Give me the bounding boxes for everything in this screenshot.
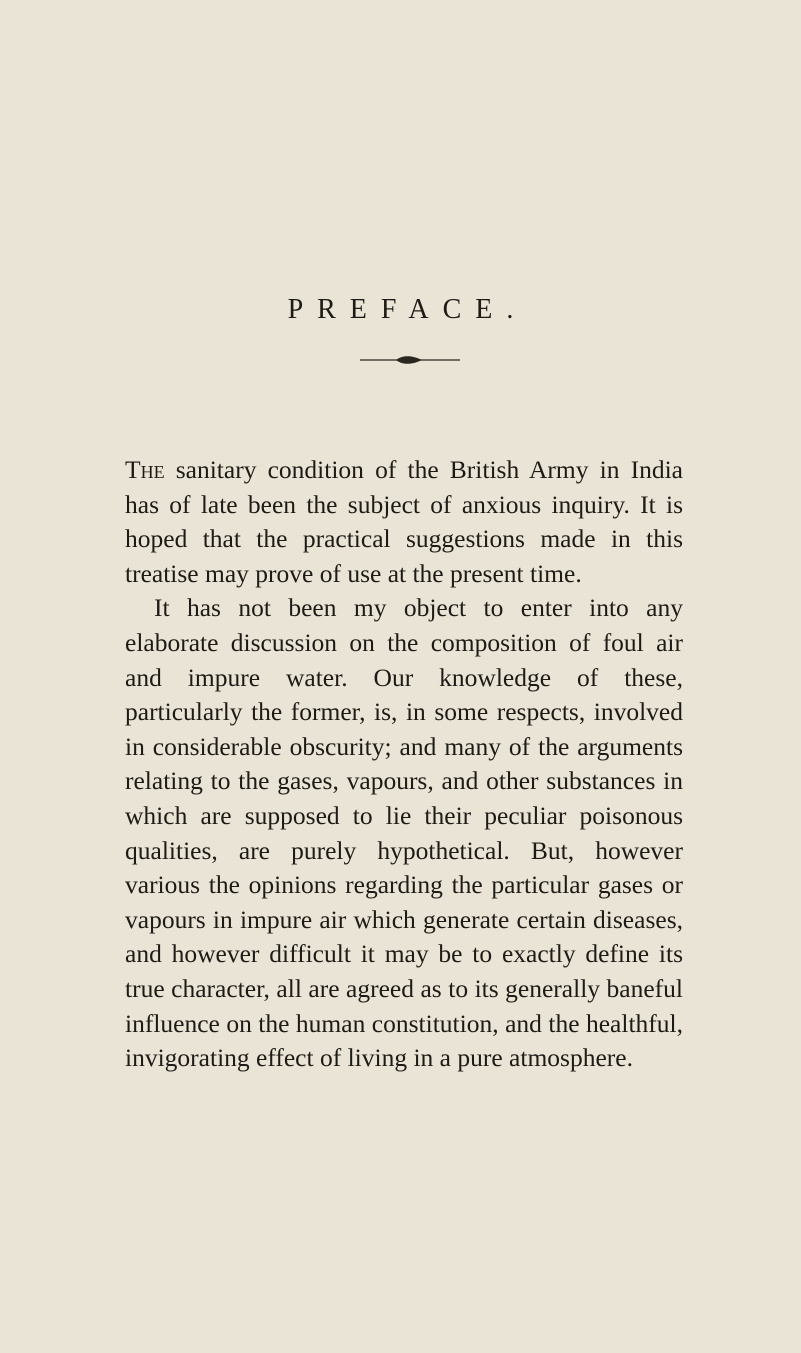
preface-body — [125, 453, 683, 1076]
rule-ornament-icon — [360, 354, 460, 366]
paragraph-2: It has not been my object to enter into any elaborate discussion on the composition of foul air and impure water. Our knowledge of these, particularly the former, is, in some respects, involved in considerable obscurity; and many of the arguments relating to the gases, vapours, and other substances in which are supposed to lie their peculiar poisonous qualities, are purely hypothetical. But, however various the opinions regarding the particular gases or vapours in impure air which generate certain diseases, and however difficult it may be to exactly define its true character, all are agreed as to its generally baneful influence on the human constitution, and the healthful, invigorating effect of living in a pure atmosphere. — [125, 593, 683, 1073]
first-word: The — [125, 455, 165, 484]
paragraph-1-text: sanitary condition of the British Army in India has of late been the subject of anxious inquiry. It is hoped that the practical suggestions made in this treatise may prove of use at the present time. — [125, 455, 683, 588]
paragraph-1 — [125, 453, 683, 591]
page-title: PREFACE. — [287, 294, 528, 325]
